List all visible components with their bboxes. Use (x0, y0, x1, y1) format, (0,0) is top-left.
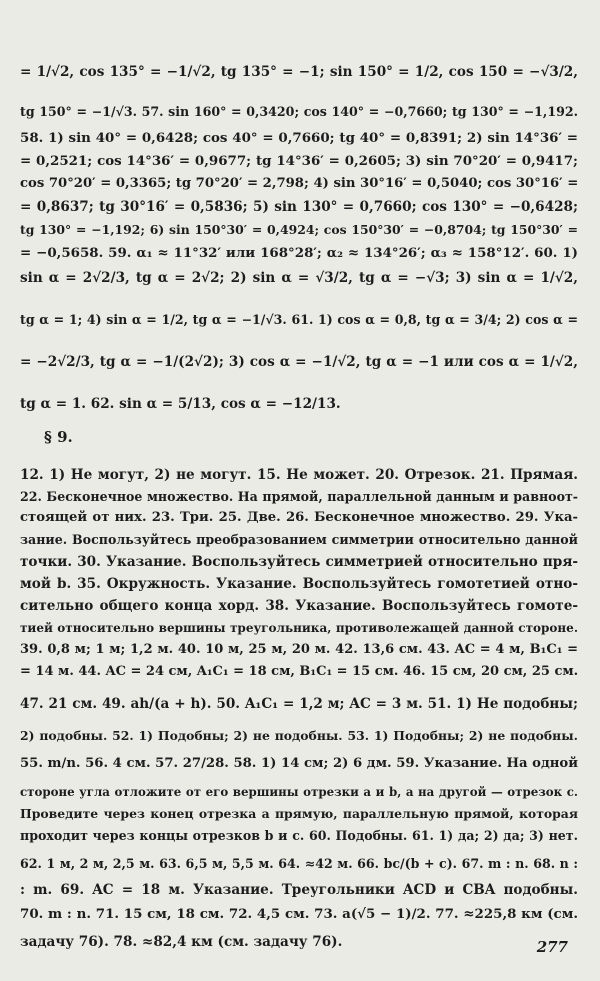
text-line: cos 70°20′ = 0,3365; tg 70°20′ = 2,798; 4) sin 30°16′ = 0,5040; cos 30°16′ = (20, 176, 578, 191)
text-line: = 1/√2, cos 135° = −1/√2, tg 135° = −1; sin 150° = 1/2, cos 150 = −√3/2, (20, 64, 578, 80)
text-line: = −0,5658. 59. α₁ ≈ 11°32′ или 168°28′; α₂ ≈ 134°26′; α₃ ≈ 158°12′. 60. 1) (20, 245, 578, 261)
text-line: tg 150° = −1/√3. 57. sin 160° = 0,3420; cos 140° = −0,7660; tg 130° = −1,192. (20, 104, 578, 119)
text-line: tg α = 1; 4) sin α = 1/2, tg α = −1/√3. 61. 1) cos α = 0,8, tg α = 3/4; 2) cos α = (20, 312, 578, 327)
text-line: tg 130° = −1,192; 6) sin 150°30′ = 0,4924; cos 150°30′ = −0,8704; tg 150°30′ = (20, 222, 578, 237)
text-line: Проведите через конец отрезка a прямую, параллельную прямой, которая (20, 806, 578, 821)
text-line: 70. m : n. 71. 15 см, 18 см. 72. 4,5 см. 73. a(√5 − 1)/2. 77. ≈225,8 км (см. (20, 906, 578, 922)
text-line: 39. 0,8 м; 1 м; 1,2 м. 40. 10 м, 25 м, 20 м. 42. 13,6 см. 43. AC = 4 м, B₁C₁ = (20, 642, 578, 657)
text-line: = −2√2/3, tg α = −1/(2√2); 3) cos α = −1/√2, tg α = −1 или cos α = 1/√2, (20, 354, 578, 370)
text-line: зание. Воспользуйтесь преобразованием симметрии относительно данной (20, 532, 578, 547)
section-heading: § 9. (44, 428, 73, 446)
text-line: мой b. 35. Окружность. Указание. Воспользуйтесь гомотетией отно- (20, 576, 578, 592)
text-line: = 0,2521; cos 14°36′ = 0,9677; tg 14°36′ = 0,2605; 3) sin 70°20′ = 0,9417; (20, 153, 578, 169)
text-line: 2) подобны. 52. 1) Подобны; 2) не подобны. 53. 1) Подобны; 2) не подобны. (20, 728, 578, 743)
text-line: : m. 69. AC = 18 м. Указание. Треугольники ACD и CBA подобны. (20, 882, 578, 898)
text-line: 62. 1 м, 2 м, 2,5 м. 63. 6,5 м, 5,5 м. 64. ≈42 м. 66. bc/(b + c). 67. m : n. 68. n : (20, 856, 578, 871)
text-line: sin α = 2√2/3, tg α = 2√2; 2) sin α = √3/2, tg α = −√3; 3) sin α = 1/√2, (20, 270, 578, 286)
text-line: = 14 м. 44. AC = 24 см, A₁C₁ = 18 см, B₁C₁ = 15 см. 46. 15 см, 20 см, 25 см. (20, 664, 578, 679)
text-line: стоящей от них. 23. Три. 25. Две. 26. Бесконечное множество. 29. Ука- (20, 510, 578, 525)
text-line: 58. 1) sin 40° = 0,6428; cos 40° = 0,7660; tg 40° = 0,8391; 2) sin 14°36′ = (20, 130, 578, 146)
text-line: 55. m/n. 56. 4 см. 57. 27/28. 58. 1) 14 см; 2) 6 дм. 59. Указание. На одной (20, 756, 578, 771)
text-line: tg α = 1. 62. sin α = 5/13, cos α = −12/13. (20, 396, 341, 412)
text-line: точки. 30. Указание. Воспользуйтесь симметрией относительно пря- (20, 554, 578, 570)
text-line: 47. 21 см. 49. ah/(a + h). 50. A₁C₁ = 1,2 м; AC = 3 м. 51. 1) Не подобны; (20, 696, 578, 712)
text-line: проходит через концы отрезков b и c. 60. Подобны. 61. 1) да; 2) да; 3) нет. (20, 828, 578, 843)
text-line: сительно общего конца хорд. 38. Указание. Воспользуйтесь гомоте- (20, 598, 578, 614)
text-line: 12. 1) Не могут, 2) не могут. 15. Не может. 20. Отрезок. 21. Прямая. (20, 467, 578, 483)
text-line: задачу 76). 78. ≈82,4 км (см. задачу 76). (20, 934, 343, 950)
text-line: стороне угла отложите от его вершины отрезки a и b, а на другой — отрезок c. (20, 785, 578, 799)
text-line: = 0,8637; tg 30°16′ = 0,5836; 5) sin 130° = 0,7660; cos 130° = −0,6428; (20, 199, 578, 215)
text-line: 22. Бесконечное множество. На прямой, параллельной данным и равноот- (20, 489, 578, 504)
text-line: тией относительно вершины треугольника, противолежащей данной стороне. (20, 621, 578, 635)
page-number: 277 (536, 938, 568, 956)
